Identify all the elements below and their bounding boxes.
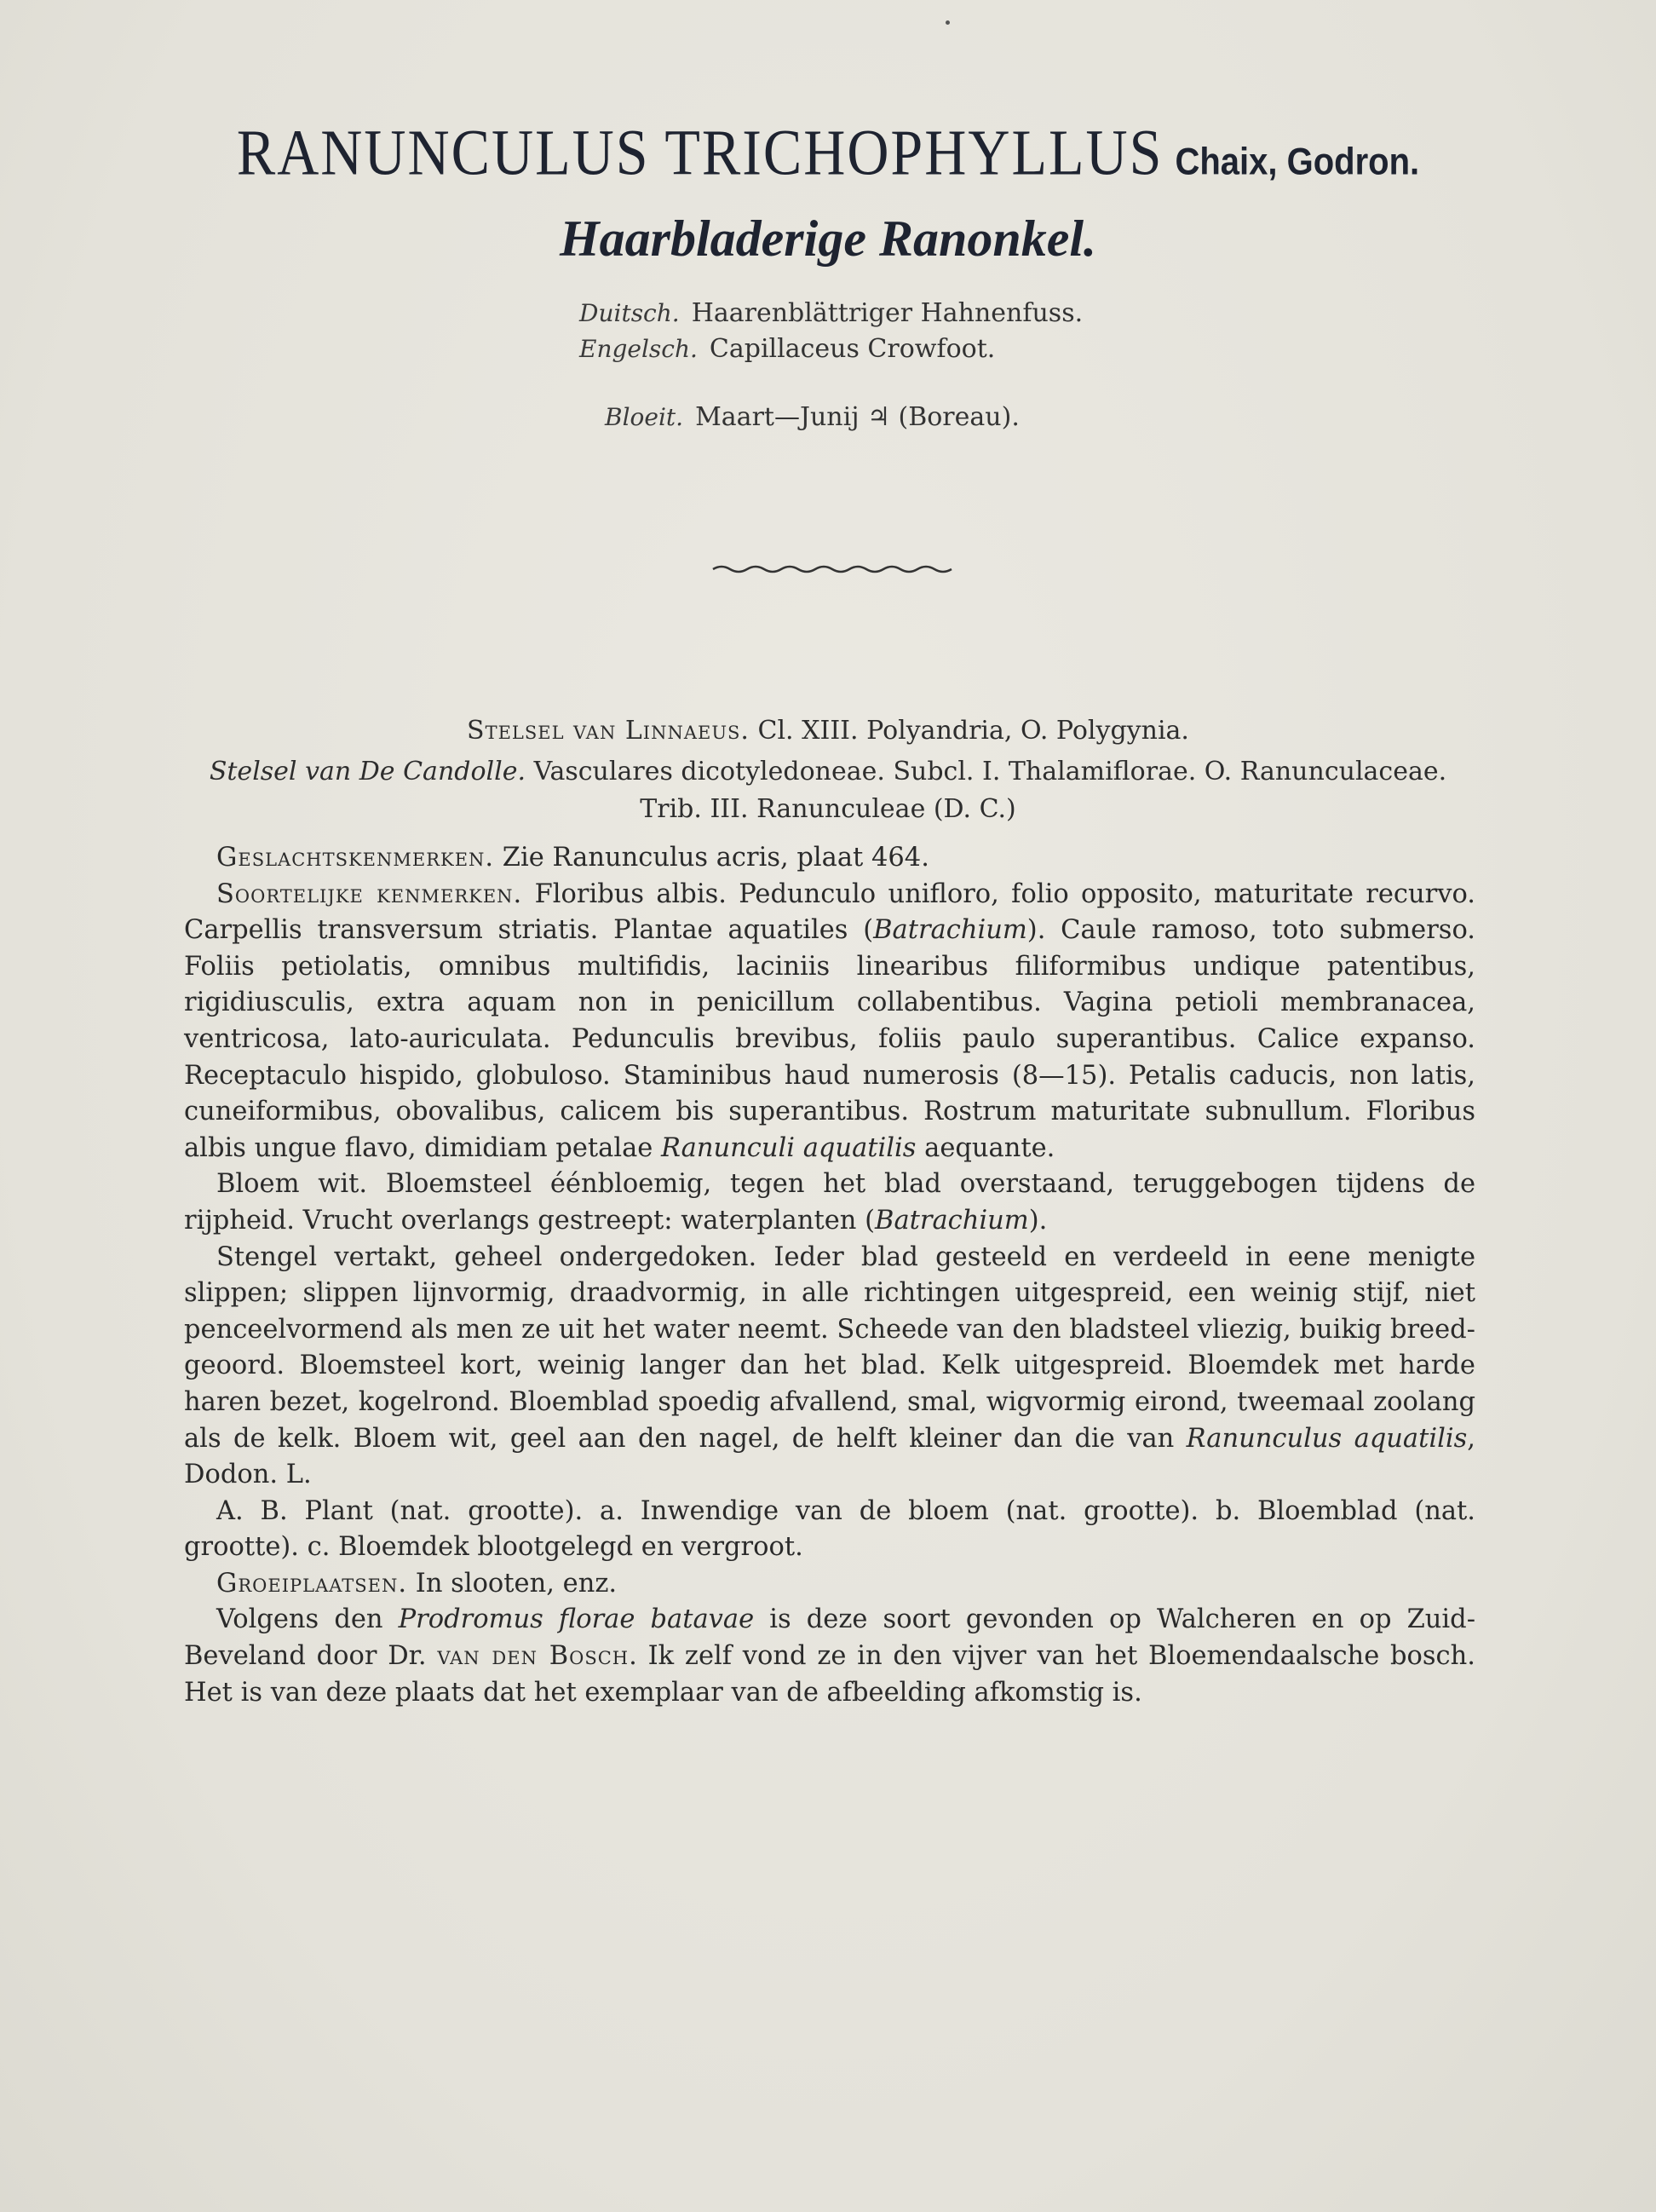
habitat-label: Groeiplaatsen. — [216, 1568, 408, 1599]
linnaeus-system — [0, 716, 1656, 746]
prodromus-title: Prodromus florae batavae — [398, 1604, 755, 1635]
locality-text-3: . Ik zelf vond ze in den vijver van het Bloemendaalsche bosch. Het is van deze plaats dat het exemplaar van de afbeelding afkomstig is. — [184, 1641, 1475, 1708]
habitat-text: In slooten, enz. — [415, 1568, 618, 1599]
german-name-line — [579, 298, 1083, 328]
ranunculi-aquatilis-term: Ranunculi aquatilis — [661, 1132, 917, 1163]
locality-text: Volgens den — [216, 1604, 399, 1635]
species-text-2: ). Caule ramoso, toto submerso. Foliis petiolatis, omnibus multifidis, laciniis linearibus filiformibus undique patentibus, rigidiusculis, extra aquam non in penicillum collabentibus. Vagina petioli membranacea, ventricosa, lato-auriculata. Pedunculis brevibus, foliis paulo superantibus. Calice expanso. Receptaculo hispido, globuloso. Staminibus haud numerosis (8—15). Petalis caducis, non latis, cuneiformibus, obovalibus, calicem bis superantibus. Rostrum maturitate subnullum. Floribus albis ungue flavo, dimidiam petalae — [184, 915, 1475, 1163]
species-name: RANUNCULUS TRICHOPHYLLUS — [236, 116, 1164, 189]
dutch-stem-end: , Dodon. L. — [184, 1423, 1475, 1490]
page-title — [0, 115, 1656, 190]
candolle-label: Stelsel van De Candolle. — [209, 757, 526, 786]
dutch-flower-text: Bloem wit. Bloemsteel éénbloemig, tegen het blad overstaand, teruggebogen tijdens de rijpheid. Vrucht overlangs gestreept: waterplanten ( — [184, 1169, 1475, 1236]
ornament-divider — [711, 556, 958, 581]
bloom-line — [605, 402, 1020, 432]
english-name-line — [579, 334, 995, 364]
figures-paragraph: A. B. Plant (nat. grootte). a. Inwendige van de bloem (nat. grootte). b. Bloemblad (nat. grootte). c. Bloemdek blootgelegd en vergroot. — [184, 1495, 1475, 1563]
bloom-text: Maart—Junij ♃ (Boreau). — [695, 402, 1020, 432]
batrachium-term-dutch: Batrachium — [875, 1205, 1029, 1236]
habitat-paragraph — [184, 1566, 1475, 1603]
german-label: Duitsch. — [579, 299, 680, 327]
printing-speck — [946, 20, 950, 25]
genus-paragraph — [184, 840, 1475, 877]
bloom-label: Bloeit. — [605, 403, 684, 431]
dutch-common-name: Haarbladerige Ranonkel. — [559, 210, 1097, 267]
linnaeus-text: Cl. XIII. Polyandria, O. Polygynia. — [757, 716, 1189, 746]
species-text-3: aequante. — [916, 1132, 1055, 1163]
species-authors: Chaix, Godron. — [1175, 141, 1420, 183]
species-paragraph — [184, 877, 1475, 1167]
description-body — [184, 840, 1475, 1711]
species-label: Soortelijke kenmerken. — [216, 878, 523, 909]
genus-label: Geslachtskenmerken. — [216, 843, 495, 873]
genus-text: Zie Ranunculus acris, plaat 464. — [502, 843, 929, 873]
linnaeus-label: Stelsel van Linnaeus. — [467, 716, 750, 746]
ranunculus-aquatilis-term: Ranunculus aquatilis — [1186, 1423, 1468, 1454]
locality-paragraph — [184, 1602, 1475, 1711]
locality-text-2: is deze soort gevonden op Walcheren en op Zuid-Beveland door Dr. — [184, 1604, 1475, 1672]
van-den-bosch: van den Bosch — [437, 1641, 630, 1672]
english-name: Capillaceus Crowfoot. — [709, 334, 996, 364]
batrachium-term: Batrachium — [873, 915, 1027, 946]
dutch-stem-text: Stengel vertakt, geheel ondergedoken. Ieder blad gesteeld en verdeeld in eene menigte slippen; slippen lijnvormig, draadvormig, in alle richtingen uitgespreid, een weinig stijf, niet penceelvormend als men ze uit het water neemt. Scheede van den bladsteel vliezig, buikig breed-geoord. Bloemsteel kort, weinig langer dan het blad. Kelk uitgespreid. Bloemdek met harde haren bezet, kogelrond. Bloemblad spoedig afvallend, smal, wigvormig eirond, tweemaal zoolang als de kelk. Bloem wit, geel aan den nagel, de helft kleiner dan die van — [184, 1241, 1475, 1454]
species-text: Floribus albis. Pedunculo unifloro, folio opposito, maturitate recurvo. Carpellis transversum striatis. Plantae aquatiles ( — [184, 878, 1475, 946]
german-name: Haarenblättriger Hahnenfuss. — [691, 298, 1084, 328]
dutch-stem-paragraph — [184, 1240, 1475, 1494]
candolle-tribe: Trib. III. Ranunculeae (D. C.) — [640, 794, 1016, 824]
candolle-text: Vasculares dicotyledoneae. Subcl. I. Thalamiflorae. O. Ranunculaceae. — [533, 757, 1447, 786]
english-label: Engelsch. — [579, 335, 698, 363]
dutch-flower-end: ). — [1028, 1205, 1048, 1236]
dutch-flower-paragraph — [184, 1166, 1475, 1239]
candolle-system — [0, 757, 1656, 786]
